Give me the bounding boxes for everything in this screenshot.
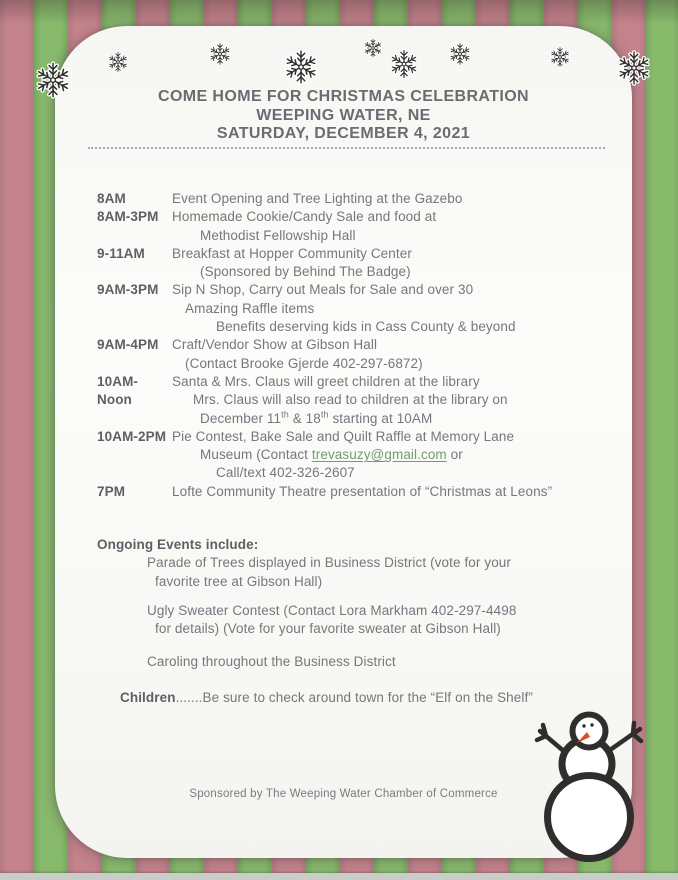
event-time: 10AM-2PM [97, 428, 167, 444]
snowflake-icon [387, 47, 421, 81]
event-time: 8AM-3PM [97, 209, 159, 225]
event-time: 9AM-3PM [97, 282, 159, 298]
event-line-segment: Museum (Contact [200, 447, 312, 463]
event-line [200, 410, 609, 428]
event-line: Call/text 402-326-2607 [216, 465, 355, 481]
snowflake-icon [207, 41, 233, 67]
ongoing-item-line: Parade of Trees displayed in Business District (vote for your [147, 555, 512, 571]
event-line: Lofte Community Theatre presentation of “Christmas at Leons” [172, 483, 553, 499]
event-line: Methodist Fellowship Hall [200, 227, 356, 243]
ongoing-events-heading: Ongoing Events include: [97, 537, 259, 552]
snowflake-icon [106, 50, 130, 74]
snowman-icon [532, 703, 648, 870]
ongoing-item-line: for details) (Vote for your favorite sweater at Gibson Hall) [155, 621, 501, 637]
schedule-row [97, 208, 609, 245]
schedule-row [97, 483, 609, 501]
event-description [172, 245, 609, 282]
event-line: Mrs. Claus will also read to children at the library on [193, 392, 508, 408]
event-time: 7PM [97, 483, 126, 499]
flyer-title-line-3: SATURDAY, DECEMBER 4, 2021 [216, 125, 471, 142]
event-time: 10AM-Noon [97, 373, 139, 408]
sponsor-note: Sponsored by The Weeping Water Chamber of Commerce [189, 788, 498, 800]
schedule-row [97, 428, 609, 483]
event-description [172, 373, 609, 428]
event-description [172, 483, 609, 501]
event-line [200, 446, 609, 464]
event-line: Event Opening and Tree Lighting at the Gazebo [172, 191, 463, 206]
schedule-row [97, 281, 609, 336]
event-line-segment: starting at 10AM [328, 410, 433, 426]
children-note-text: .......Be sure to check around town for the “Elf on the Shelf” [175, 689, 533, 705]
ongoing-item-caroling [97, 653, 604, 671]
event-line: Sip N Shop, Carry out Meals for Sale and over 30 [172, 282, 474, 298]
event-time: 9AM-4PM [97, 337, 159, 353]
ordinal-suffix: th [281, 409, 289, 420]
email-link: trevasuzy@gmail.com [311, 447, 447, 463]
event-line: (Sponsored by Behind The Badge) [200, 264, 411, 280]
schedule-row [97, 336, 609, 373]
ongoing-events-section [97, 536, 604, 707]
snowflake-icon [362, 37, 384, 59]
event-time: 8AM [97, 191, 126, 206]
event-schedule [97, 190, 609, 501]
children-note-lead: Children [120, 689, 176, 705]
ordinal-suffix: th [320, 409, 329, 420]
snowflake-icon [447, 41, 473, 67]
flyer-title-line-1: COME HOME FOR CHRISTMAS CELEBRATION [157, 88, 530, 105]
event-line: Pie Contest, Bake Sale and Quilt Raffle at Memory Lane [172, 428, 515, 444]
scan-edge-bottom [0, 873, 678, 880]
schedule-row [97, 190, 609, 208]
schedule-row [97, 373, 609, 428]
flyer-title [55, 88, 632, 144]
event-description [172, 208, 609, 245]
event-line: Homemade Cookie/Candy Sale and food at [172, 209, 437, 225]
snowflake-icon [281, 47, 321, 87]
event-line-segment: or [446, 447, 463, 463]
event-description [172, 190, 609, 208]
scan-shadow-top [0, 0, 678, 24]
event-line-segment: December 11 [200, 410, 282, 426]
event-description [172, 336, 609, 373]
flyer-title-line-2: WEEPING WATER, NE [256, 106, 431, 124]
ongoing-item-line: favorite tree at Gibson Hall) [155, 573, 323, 589]
event-line: Santa & Mrs. Claus will greet children at the library [172, 373, 480, 389]
event-line: (Contact Brooke Gjerde 402-297-6872) [185, 355, 423, 371]
event-line: Amazing Raffle items [185, 300, 315, 316]
ongoing-item-ugly-sweater [97, 602, 604, 639]
snowflake-icon [32, 59, 74, 101]
ongoing-item-line: Caroling throughout the Business District [147, 654, 396, 670]
ongoing-item-line: Ugly Sweater Contest (Contact Lora Markham 402-297-4498 [147, 602, 517, 618]
event-line: Craft/Vendor Show at Gibson Hall [172, 337, 378, 353]
event-line: Breakfast at Hopper Community Center [172, 245, 412, 261]
ongoing-item-parade [97, 554, 604, 591]
event-time: 9-11AM [97, 245, 145, 261]
event-description [172, 428, 609, 483]
event-line: Benefits deserving kids in Cass County & beyond [216, 319, 516, 335]
event-line-segment: & 18 [288, 410, 321, 426]
schedule-row [97, 245, 609, 282]
event-description [172, 281, 609, 336]
snowflake-icon [614, 48, 654, 88]
snowflake-icon [548, 45, 572, 69]
dotted-divider [88, 147, 605, 149]
